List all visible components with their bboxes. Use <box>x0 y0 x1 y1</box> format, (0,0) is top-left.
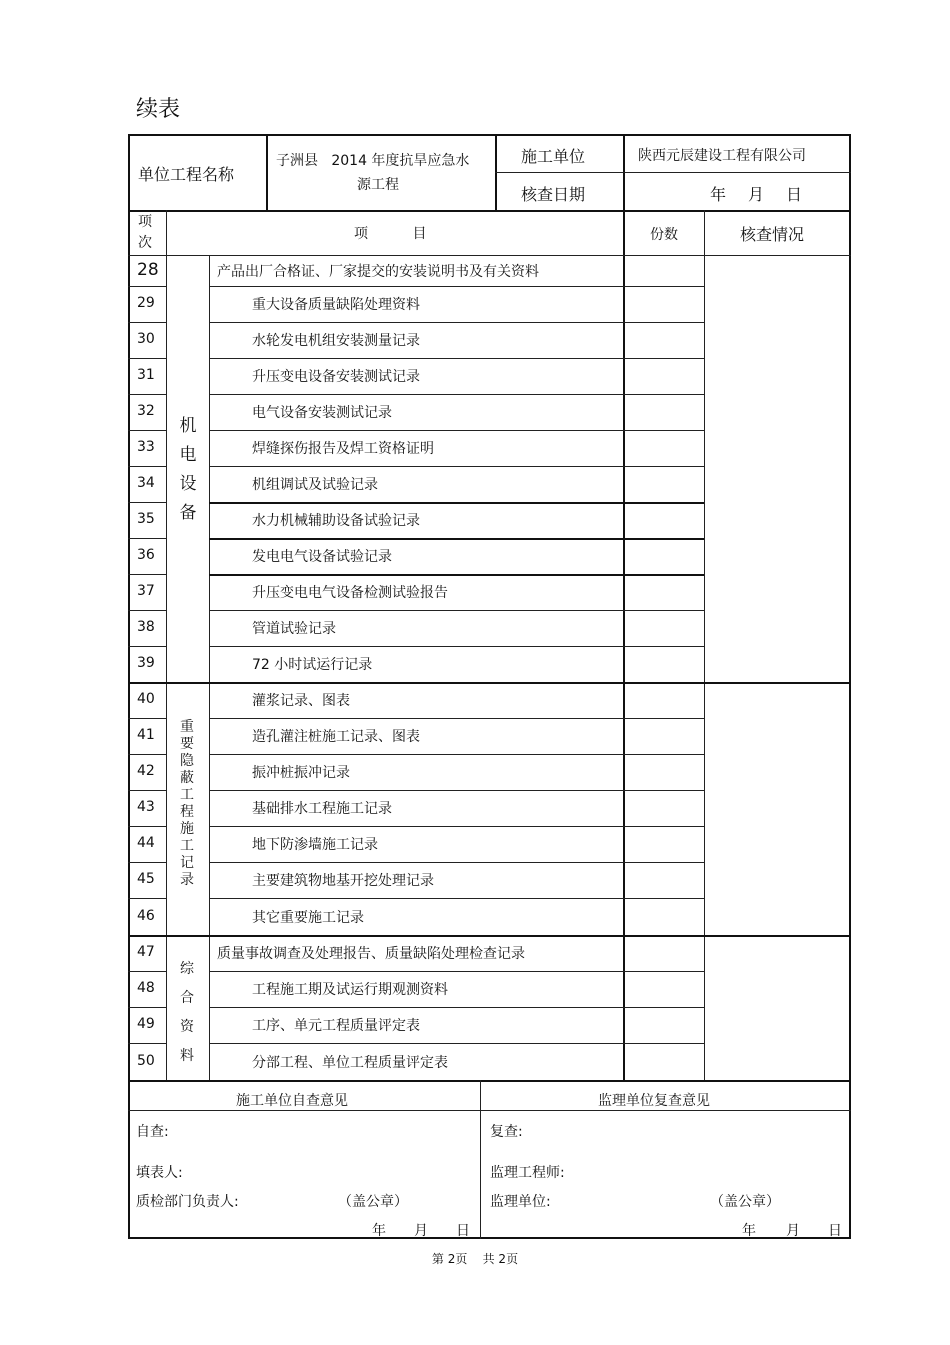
row-number: 47 <box>137 944 155 960</box>
row-number: 48 <box>137 980 155 996</box>
row-number: 42 <box>137 763 155 779</box>
check-table <box>128 134 851 1239</box>
row-item-text: 主要建筑物地基开挖处理记录 <box>252 873 434 889</box>
col-copies: 份数 <box>650 227 678 243</box>
row-number: 34 <box>137 475 155 491</box>
row-number: 50 <box>137 1052 155 1069</box>
check-date-label: 核查日期 <box>521 185 586 204</box>
row-item-text: 工序、单元工程质量评定表 <box>252 1018 420 1034</box>
row-number: 28 <box>137 259 159 280</box>
row-number: 30 <box>137 331 155 347</box>
col-seq-line2: 次 <box>138 235 152 251</box>
review-header: 监理单位复查意见 <box>598 1093 710 1109</box>
row-item-text: 分部工程、单位工程质量评定表 <box>252 1054 448 1071</box>
row-number: 32 <box>137 403 155 419</box>
row-item-text: 基础排水工程施工记录 <box>252 801 392 817</box>
group-general <box>168 955 206 1071</box>
filler-label: 填表人: <box>136 1165 183 1181</box>
right-day: 日 <box>828 1223 842 1239</box>
row-number: 35 <box>137 511 155 527</box>
project-name-line1: 子洲县 2014 年度抗旱应急水 <box>276 153 470 169</box>
unit-project-label: 单位工程名称 <box>138 165 235 184</box>
row-item-text: 重大设备质量缺陷处理资料 <box>252 297 420 313</box>
group-char: 蔽 <box>180 770 194 786</box>
row-item-text: 焊缝探伤报告及焊工资格证明 <box>252 441 434 457</box>
seal-right: （盖公章） <box>710 1194 780 1210</box>
row-number: 29 <box>137 295 155 311</box>
seal-left: （盖公章） <box>338 1194 408 1210</box>
group-char: 工 <box>180 838 194 854</box>
row-number: 39 <box>137 655 155 671</box>
right-year: 年 <box>742 1223 756 1239</box>
row-number: 37 <box>137 583 155 599</box>
row-item-text: 电气设备安装测试记录 <box>252 405 392 421</box>
row-number: 31 <box>137 367 155 383</box>
group-char: 资 <box>180 1019 194 1035</box>
group-char: 录 <box>180 872 194 888</box>
row-item-text: 其它重要施工记录 <box>252 909 364 926</box>
page-footer: 第 2页 共 2页 <box>431 1252 519 1266</box>
date-month: 月 <box>748 185 765 204</box>
construction-unit-value: 陕西元辰建设工程有限公司 <box>638 148 806 164</box>
col-seq-line1: 项 <box>138 214 152 230</box>
row-item-text: 升压变电电气设备检测试验报告 <box>252 585 448 601</box>
row-item-text: 管道试验记录 <box>252 621 336 637</box>
row-number: 49 <box>137 1016 155 1032</box>
date-day: 日 <box>786 185 803 204</box>
supervisor-unit-label: 监理单位: <box>490 1194 551 1210</box>
row-item-text: 水力机械辅助设备试验记录 <box>252 513 420 529</box>
row-number: 43 <box>137 799 155 815</box>
row-item-text: 升压变电设备安装测试记录 <box>252 369 420 385</box>
group-char: 工 <box>180 787 194 803</box>
group-electromech <box>168 412 208 528</box>
group-char: 要 <box>180 736 194 752</box>
qc-head-label: 质检部门负责人: <box>136 1194 239 1210</box>
row-item-text: 水轮发电机组安装测量记录 <box>252 333 420 349</box>
group-char: 施 <box>180 821 194 837</box>
group-char: 重 <box>180 719 194 735</box>
right-month: 月 <box>786 1223 800 1239</box>
row-number: 36 <box>137 547 155 563</box>
group-char: 综 <box>180 961 194 977</box>
row-number: 45 <box>137 871 155 887</box>
row-item-text: 振冲桩振冲记录 <box>252 765 350 781</box>
left-year: 年 <box>372 1223 386 1239</box>
project-name-line2: 源工程 <box>357 177 399 193</box>
date-year: 年 <box>710 185 727 204</box>
row-number: 38 <box>137 619 155 635</box>
row-item-text: 机组调试及试验记录 <box>252 477 378 493</box>
col-item: 项 目 <box>354 226 427 242</box>
col-status: 核查情况 <box>740 225 805 244</box>
engineer-label: 监理工程师: <box>490 1165 565 1181</box>
group-char: 隐 <box>180 753 194 769</box>
group-char: 电 <box>179 445 197 465</box>
review-label: 复查: <box>490 1124 523 1140</box>
group-char: 合 <box>180 990 194 1006</box>
group-char: 设 <box>179 474 197 494</box>
row-item-text: 灌浆记录、图表 <box>252 693 350 709</box>
row-number: 33 <box>137 439 155 455</box>
group-char: 备 <box>179 503 197 523</box>
group-char: 料 <box>180 1048 194 1064</box>
row-item-text: 工程施工期及试运行期观测资料 <box>252 982 448 998</box>
row-number: 44 <box>137 835 155 851</box>
row-item-text: 造孔灌注桩施工记录、图表 <box>252 729 420 745</box>
self-check-header: 施工单位自查意见 <box>236 1093 348 1109</box>
group-char: 程 <box>180 804 194 820</box>
group-char: 记 <box>180 855 194 871</box>
group-char: 机 <box>179 416 197 436</box>
row-number: 46 <box>137 907 155 924</box>
row-item-text: 质量事故调查及处理报告、质量缺陷处理检查记录 <box>217 946 525 962</box>
self-check-label: 自查: <box>136 1124 169 1140</box>
row-item-text: 发电电气设备试验记录 <box>252 549 392 565</box>
row-item-text: 产品出厂合格证、厂家提交的安装说明书及有关资料 <box>217 263 539 280</box>
row-item-text: 地下防渗墙施工记录 <box>252 837 378 853</box>
left-month: 月 <box>414 1223 428 1239</box>
page-title: 续表 <box>136 97 181 122</box>
construction-unit-label: 施工单位 <box>521 147 586 166</box>
row-item-text: 72 小时试运行记录 <box>252 657 373 673</box>
group-hidden-works <box>168 719 206 889</box>
row-number: 41 <box>137 727 155 743</box>
row-number: 40 <box>137 691 155 707</box>
left-day: 日 <box>456 1223 470 1239</box>
